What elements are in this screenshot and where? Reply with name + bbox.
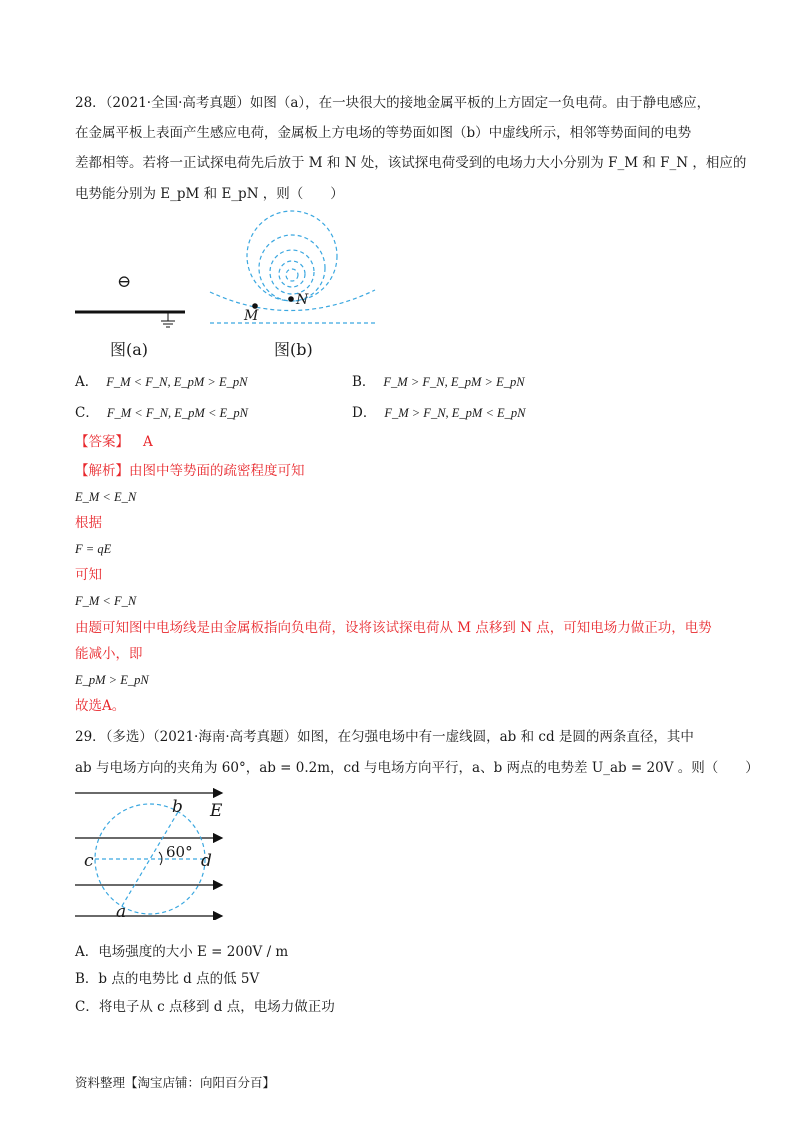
figure-b (205, 210, 380, 335)
q29-line-2: ab 与电场方向的夹角为 60°，ab = 0.2m，cd 与电场方向平行，a、b 两点的电势差 U_ab = 20V 。则（ ） (75, 760, 759, 776)
q28-line-4: 电势能分别为 E_pM 和 E_pN ，则（ ） (75, 186, 344, 202)
explain-line-2: 能减小，即 (75, 646, 143, 662)
answer-line (75, 436, 153, 450)
q28-option-d[interactable]: D． F_M > F_N, E_pM < E_pN (352, 405, 526, 421)
q29-option-b[interactable]: B．b 点的电势比 d 点的低 5V (75, 971, 260, 987)
genju-text: 根据 (75, 515, 102, 531)
q28-line-1: 28．（2021·全国·高考真题）如图（a），在一块很大的接地金属平板的上方固定一负电荷。由于静电感应， (75, 95, 711, 111)
field-E-label: E (210, 801, 223, 821)
q29-option-a[interactable]: A．电场强度的大小 E = 200V / m (75, 944, 289, 960)
analysis-text: 由图中等势面的疏密程度可知 (129, 463, 305, 479)
q28-option-c[interactable]: C． F_M < F_N, E_pM < E_pN (75, 405, 249, 421)
point-N-label: N (296, 292, 309, 308)
footer-text: 资料整理【淘宝店铺：向阳百分百】 (75, 1075, 276, 1090)
q29-option-c[interactable]: C．将电子从 c 点移到 d 点，电场力做正功 (75, 999, 335, 1015)
equation-3: F_M < F_N (75, 594, 137, 608)
q28-line-2: 在金属平板上表面产生感应电荷，金属板上方电场的等势面如图（b）中虚线所示，相邻等势面间的电势 (75, 125, 692, 141)
q28-option-b[interactable]: B． F_M > F_N, E_pM > E_pN (352, 374, 525, 390)
q28-line-3: 差都相等。若将一正试探电荷先后放于 M 和 N 处，该试探电荷受到的电场力大小分别为 F_M 和 F_N ，相应的 (75, 155, 747, 171)
equation-1: E_M < E_N (75, 490, 137, 504)
conclusion-text: 故选A。 (75, 698, 126, 714)
analysis-line (75, 465, 305, 479)
equation-2: F = qE (75, 542, 112, 556)
negative-charge-icon: ⊖ (117, 272, 132, 292)
explain-line-1: 由题可知图中电场线是由金属板指向负电荷，设将该试探电荷从 M 点移到 N 点，可知电场力做正功，电势 (75, 620, 712, 636)
kezhi-text: 可知 (75, 567, 102, 583)
figure-b-caption: 图(b) (274, 340, 313, 359)
analysis-label: 【解析】 (75, 463, 129, 479)
point-d-label: d (201, 851, 212, 871)
q28-option-a[interactable]: A． F_M < F_N, E_pM > E_pN (75, 374, 248, 390)
point-c-label: c (84, 851, 94, 871)
answer-label: 【答案】 (75, 434, 129, 450)
answer-value: A (143, 434, 153, 450)
equation-4: E_pM > E_pN (75, 673, 149, 687)
q29-line-1: 29．（多选）（2021·海南·高考真题）如图，在匀强电场中有一虚线圆，ab 和 cd 是圆的两条直径，其中 (75, 729, 694, 745)
point-b-label: b (172, 797, 183, 817)
figure-a-caption: 图(a) (110, 340, 149, 359)
point-M-label: M (244, 308, 259, 324)
point-a-label: a (116, 902, 127, 922)
angle-label: 60° (166, 843, 193, 861)
